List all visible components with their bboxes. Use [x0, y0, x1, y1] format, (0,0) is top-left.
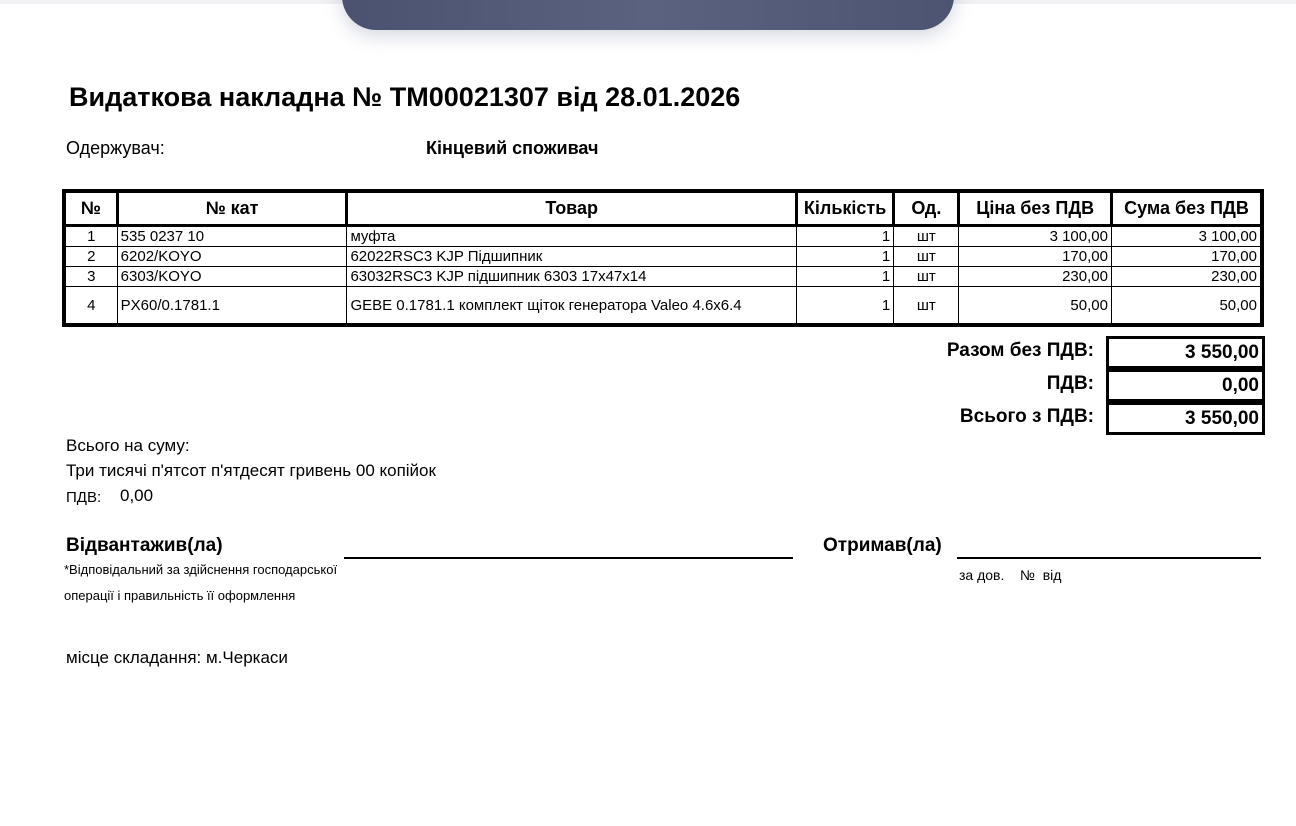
- cell-product: GEBE 0.1781.1 комплект щіток генератора Valeo 4.6x6.4: [347, 287, 797, 326]
- recipient-label: Одержувач:: [66, 138, 165, 158]
- cell-price: 230,00: [959, 267, 1112, 287]
- col-header-product: Товар: [347, 191, 797, 226]
- subtotal-label: Разом без ПДВ:: [946, 340, 1094, 361]
- total-label: Всього з ПДВ:: [959, 406, 1094, 427]
- subtotal-value: 3 550,00: [1106, 336, 1265, 369]
- cell-catalog: 6303/KOYO: [117, 267, 347, 287]
- shipped-by-label: Відвантажив(ла): [66, 535, 223, 556]
- responsible-note-line2: операції і правильність її оформлення: [64, 588, 296, 603]
- cell-product: 63032RSC3 KJP підшипник 6303 17х47х14: [347, 267, 797, 287]
- table-row: [64, 287, 1262, 326]
- vat-words-value: 0,00: [120, 486, 154, 505]
- cell-quantity: 1: [796, 247, 893, 267]
- place-of-issue: місце складання: м.Черкаси: [66, 648, 288, 667]
- proxy-text: за дов. № від: [959, 567, 1062, 583]
- cell-unit: шт: [894, 226, 959, 247]
- cell-quantity: 1: [796, 287, 893, 326]
- col-header-quantity: Кількість: [796, 191, 893, 226]
- cell-quantity: 1: [796, 267, 893, 287]
- cell-sum: 170,00: [1111, 247, 1262, 267]
- cell-number: 2: [64, 247, 117, 267]
- cell-number: 1: [64, 226, 117, 247]
- cell-catalog: PX60/0.1781.1: [117, 287, 347, 326]
- cell-unit: шт: [894, 247, 959, 267]
- table-row: [64, 267, 1262, 287]
- cell-quantity: 1: [796, 226, 893, 247]
- cell-catalog: 6202/KOYO: [117, 247, 347, 267]
- items-table: [62, 189, 1264, 327]
- cell-unit: шт: [894, 287, 959, 326]
- table-row: [64, 247, 1262, 267]
- received-by-label: Отримав(ла): [823, 535, 942, 556]
- cell-sum: 230,00: [1111, 267, 1262, 287]
- cell-unit: шт: [894, 267, 959, 287]
- vat-value: 0,00: [1106, 369, 1265, 402]
- recipient-value: Кінцевий споживач: [426, 138, 599, 158]
- cell-sum: 3 100,00: [1111, 226, 1262, 247]
- col-header-price: Ціна без ПДВ: [959, 191, 1112, 226]
- cell-price: 50,00: [959, 287, 1112, 326]
- responsible-note-line1: *Відповідальний за здійснення господарської: [64, 562, 338, 577]
- cell-number: 4: [64, 287, 117, 326]
- vat-label: ПДВ:: [1046, 373, 1094, 394]
- table-row: [64, 226, 1262, 247]
- cell-price: 170,00: [959, 247, 1112, 267]
- received-by-signature-line: [957, 557, 1261, 559]
- total-value: 3 550,00: [1106, 402, 1265, 435]
- cell-sum: 50,00: [1111, 287, 1262, 326]
- cell-number: 3: [64, 267, 117, 287]
- cell-product: муфта: [347, 226, 797, 247]
- col-header-catalog: № кат: [117, 191, 347, 226]
- col-header-sum: Сума без ПДВ: [1111, 191, 1262, 226]
- table-header-row: [64, 191, 1262, 226]
- shipped-by-signature-line: [344, 557, 793, 559]
- cell-catalog: 535 0237 10: [117, 226, 347, 247]
- overlay-toast: [342, 0, 954, 30]
- document-title: Видаткова накладна № ТМ00021307 від 28.01.2026: [69, 82, 741, 112]
- amount-words-text: Три тисячі п'ятсот п'ятдесят гривень 00 копійок: [66, 461, 436, 480]
- col-header-unit: Од.: [894, 191, 959, 226]
- col-header-number: №: [64, 191, 117, 226]
- cell-product: 62022RSC3 KJP Підшипник: [347, 247, 797, 267]
- cell-price: 3 100,00: [959, 226, 1112, 247]
- vat-words-label: ПДВ:: [66, 489, 102, 506]
- amount-words-label: Всього на суму:: [66, 436, 190, 455]
